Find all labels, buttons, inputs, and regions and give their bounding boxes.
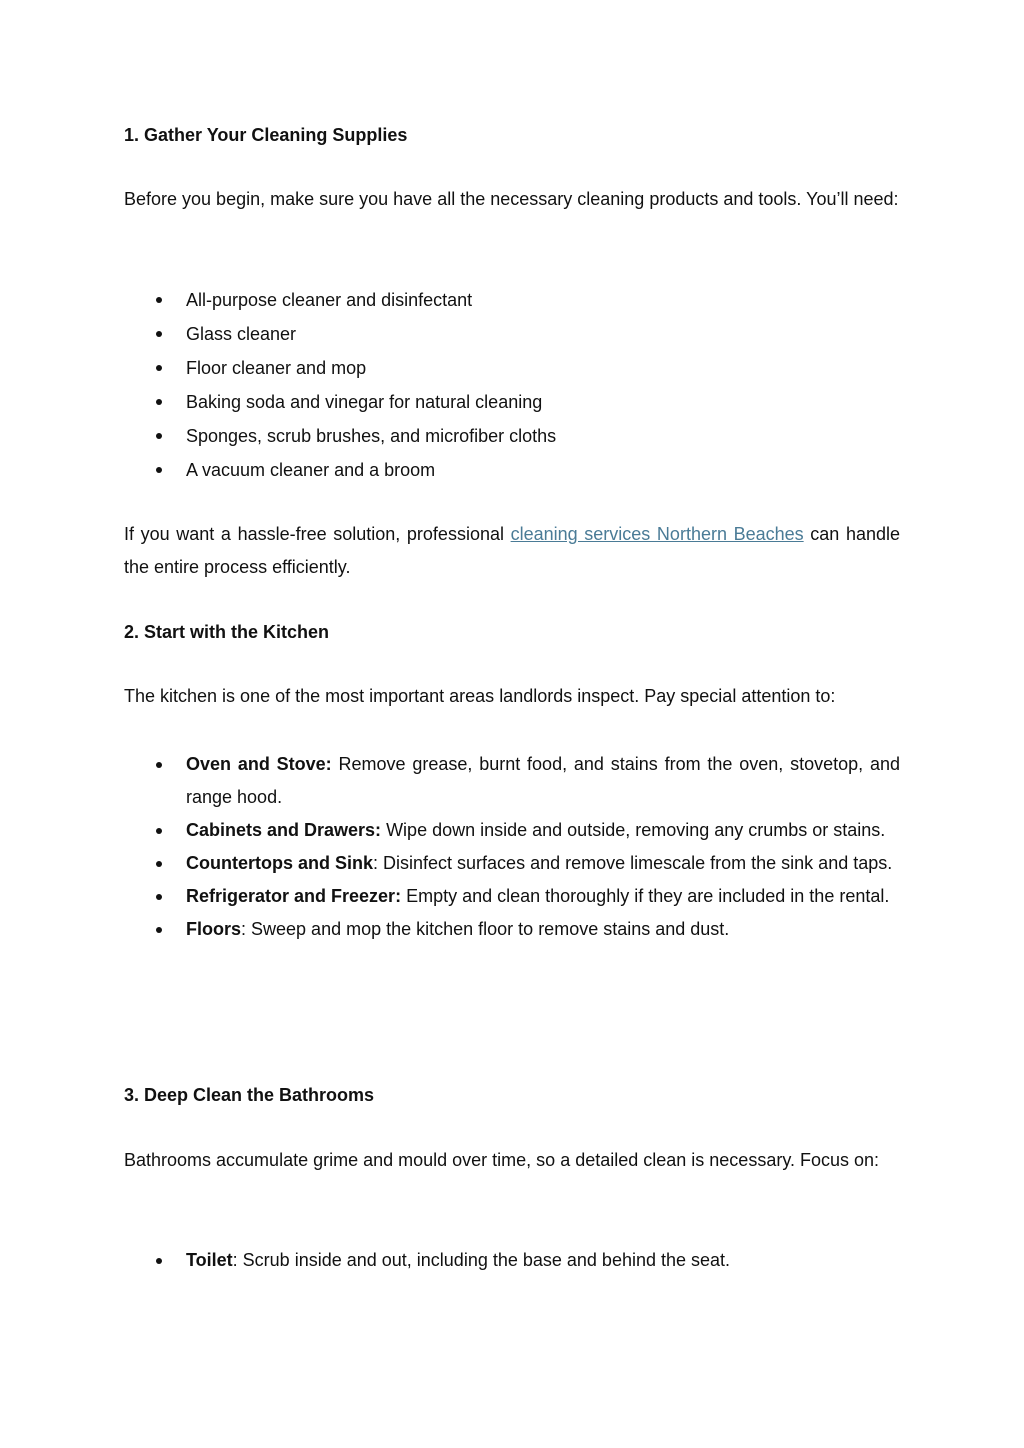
list-item	[124, 814, 900, 847]
section-heading-kitchen: 2. Start with the Kitchen	[124, 622, 330, 642]
list-item-text: Sponges, scrub brushes, and microfiber cloths	[186, 426, 557, 446]
section-heading-bathrooms: 3. Deep Clean the Bathrooms	[124, 1085, 375, 1105]
section-intro-supplies: Before you begin, make sure you have all the necessary cleaning products and tools. You’ll need:	[124, 189, 899, 209]
list-item	[124, 283, 900, 317]
cleaning-services-link[interactable]: cleaning services Northern Beaches	[510, 524, 804, 544]
list-item-term: Refrigerator and Freezer:	[186, 886, 402, 906]
list-item-term: Floors	[186, 919, 242, 939]
bullet-icon	[156, 828, 162, 834]
list-item	[124, 880, 900, 913]
list-item-term: Cabinets and Drawers:	[186, 820, 382, 840]
list-item	[124, 913, 900, 946]
list-item-term: Toilet	[186, 1250, 233, 1270]
list-item	[124, 1244, 900, 1277]
list-item-text: A vacuum cleaner and a broom	[186, 460, 436, 480]
list-item-text: Baking soda and vinegar for natural cleaning	[186, 392, 543, 412]
bullet-icon	[156, 894, 162, 900]
list-item-text: Glass cleaner	[186, 324, 297, 344]
bathrooms-list	[124, 1244, 900, 1277]
section-intro-bathrooms: Bathrooms accumulate grime and mould over time, so a detailed clean is necessary. Focus on:	[124, 1150, 880, 1170]
list-item-text: : Scrub inside and out, including the base and behind the seat.	[232, 1250, 731, 1270]
list-item	[124, 351, 900, 385]
supplies-list	[124, 283, 900, 487]
list-item-text: : Disinfect surfaces and remove limescale from the sink and taps.	[373, 853, 893, 873]
kitchen-list	[124, 748, 900, 946]
bullet-icon	[156, 927, 162, 933]
list-item	[124, 317, 900, 351]
list-item-text: All-purpose cleaner and disinfectant	[186, 290, 473, 310]
list-item-term: Oven and Stove:	[186, 754, 332, 774]
list-item	[124, 748, 900, 814]
bullet-icon	[156, 331, 162, 337]
section-intro-kitchen: The kitchen is one of the most important areas landlords inspect. Pay special attention to:	[124, 686, 836, 706]
bullet-icon	[156, 365, 162, 371]
bullet-icon	[156, 433, 162, 439]
outro-text-after: can handle the entire process efficiently.	[124, 524, 900, 577]
bullet-icon	[156, 399, 162, 405]
list-item	[124, 453, 900, 487]
list-item-term: Countertops and Sink	[186, 853, 374, 873]
section-heading-supplies: 1. Gather Your Cleaning Supplies	[124, 125, 408, 145]
bullet-icon	[156, 861, 162, 867]
bullet-icon	[156, 467, 162, 473]
list-item	[124, 385, 900, 419]
list-item	[124, 419, 900, 453]
list-item-text: Floor cleaner and mop	[186, 358, 367, 378]
bullet-icon	[156, 762, 162, 768]
list-item-text: Remove grease, burnt food, and stains from the oven, stovetop, and range hood.	[186, 754, 900, 807]
outro-text-before: If you want a hassle-free solution, professional	[124, 524, 511, 544]
bullet-icon	[156, 297, 162, 303]
list-item	[124, 847, 900, 880]
list-item-text: : Sweep and mop the kitchen floor to remove stains and dust.	[241, 919, 730, 939]
list-item-text: Wipe down inside and outside, removing any crumbs or stains.	[381, 820, 886, 840]
list-item-text: Empty and clean thoroughly if they are included in the rental.	[401, 886, 890, 906]
bullet-icon	[156, 1258, 162, 1264]
section-outro-supplies	[124, 518, 900, 584]
